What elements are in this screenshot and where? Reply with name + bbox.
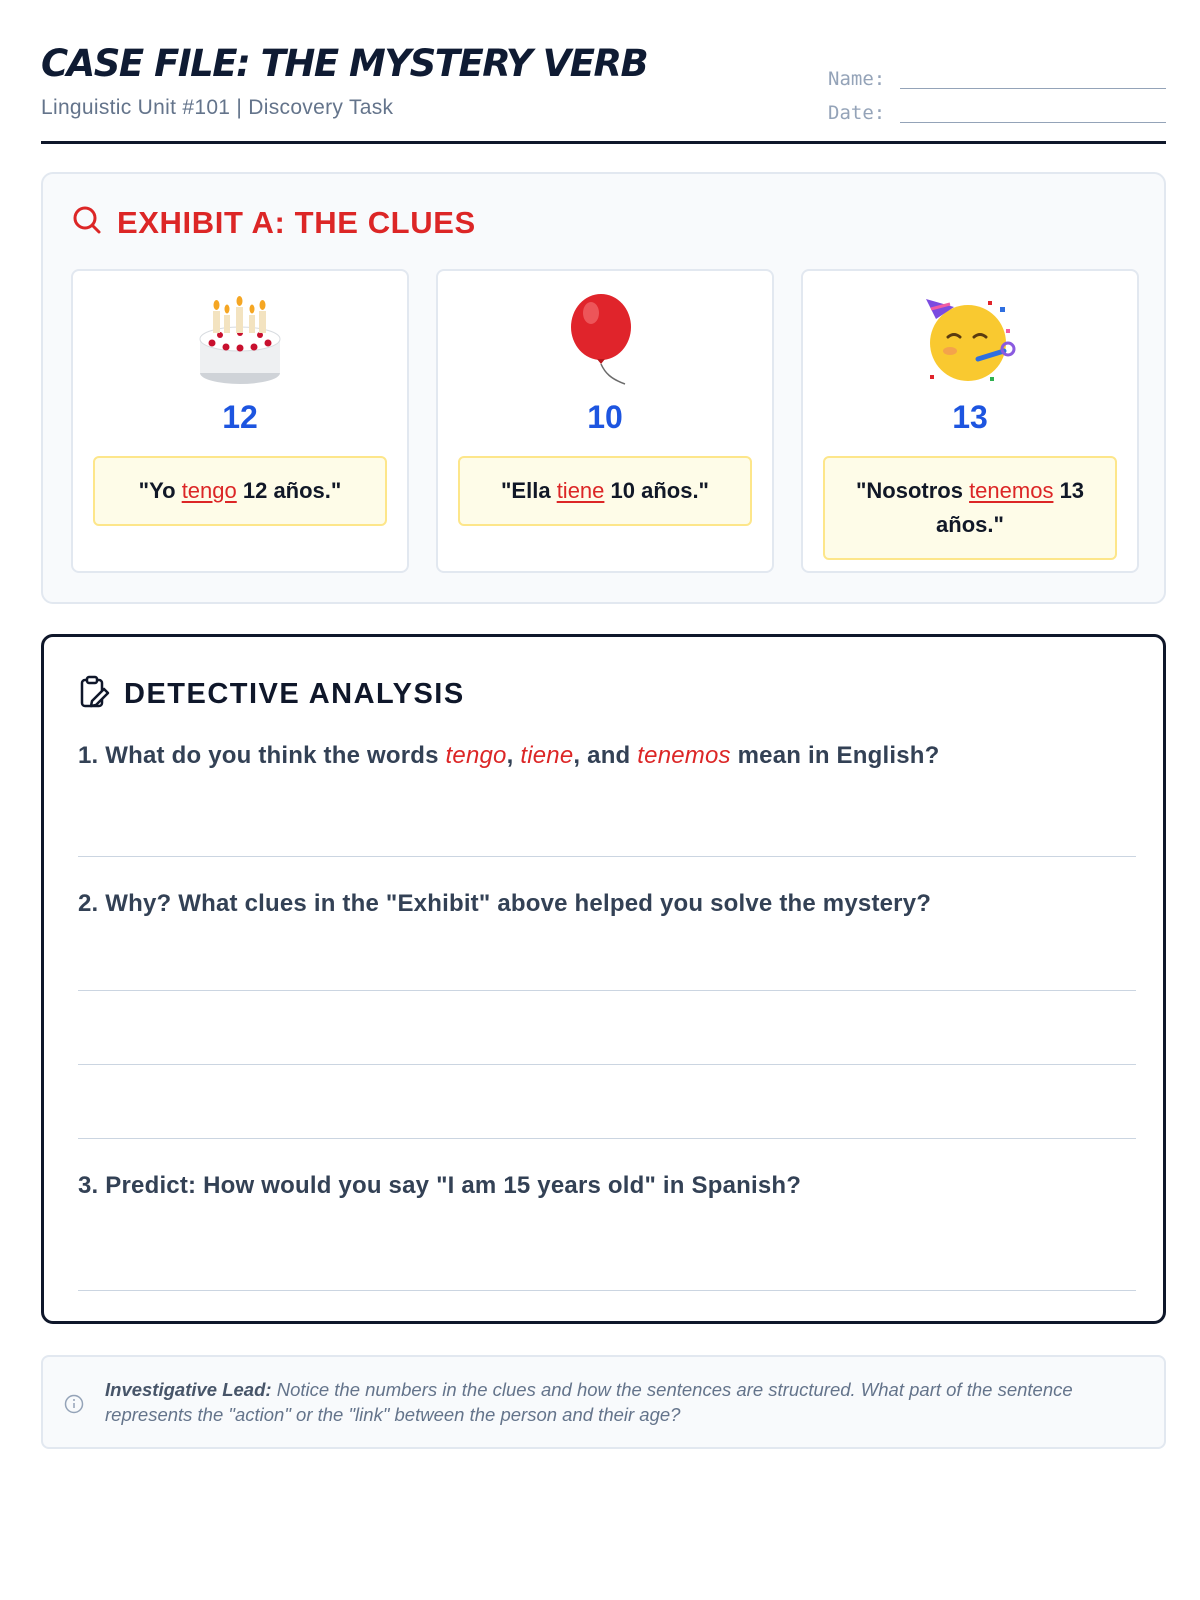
clue-age: 13 bbox=[952, 399, 988, 435]
q1-sep: , and bbox=[573, 742, 638, 769]
mystery-verb: tenemos bbox=[969, 478, 1054, 503]
clue-sentence bbox=[823, 456, 1117, 560]
answer-line[interactable] bbox=[78, 990, 1136, 991]
worksheet-header bbox=[41, 42, 1166, 144]
exhibit-title: EXHIBIT A: THE CLUES bbox=[117, 204, 476, 240]
analysis-panel bbox=[41, 634, 1166, 1324]
clue-sentence bbox=[458, 456, 752, 526]
quote-start: "Ella bbox=[501, 478, 557, 503]
clue-age: 12 bbox=[222, 399, 258, 435]
clue-sentence bbox=[93, 456, 387, 526]
partying-face-icon bbox=[803, 293, 1137, 387]
question-1 bbox=[78, 742, 940, 770]
answer-line[interactable] bbox=[78, 1290, 1136, 1291]
date-line[interactable] bbox=[900, 122, 1166, 123]
clipboard-edit-icon bbox=[78, 675, 110, 714]
info-icon bbox=[63, 1393, 85, 1415]
analysis-title: DETECTIVE ANALYSIS bbox=[124, 678, 465, 710]
q1-suffix: mean in English? bbox=[730, 742, 940, 769]
q1-prefix: 1. What do you think the words bbox=[78, 742, 446, 769]
exhibit-panel bbox=[41, 172, 1166, 604]
mystery-verb: tiene bbox=[556, 478, 605, 503]
clue-cards bbox=[71, 269, 1139, 573]
lead-body: Notice the numbers in the clues and how the sentences are structured. What part of the sentence represents the "action" or the "link" between the person and their age? bbox=[105, 1379, 1073, 1425]
name-field[interactable] bbox=[828, 62, 1166, 90]
investigative-lead bbox=[41, 1355, 1166, 1449]
clue-card bbox=[801, 269, 1139, 573]
magnifier-icon bbox=[71, 204, 103, 241]
red-balloon-icon bbox=[438, 293, 772, 387]
question-2: 2. Why? What clues in the "Exhibit" above helped you solve the mystery? bbox=[78, 890, 932, 917]
mystery-verb: tengo bbox=[181, 478, 237, 503]
quote-end: 12 años." bbox=[236, 478, 342, 503]
clue-card bbox=[436, 269, 774, 573]
lead-label: Investigative Lead: bbox=[105, 1379, 272, 1400]
birthday-cake-icon bbox=[73, 293, 407, 387]
clue-age: 10 bbox=[587, 399, 623, 435]
answer-line[interactable] bbox=[78, 1138, 1136, 1139]
name-line[interactable] bbox=[900, 88, 1166, 89]
analysis-heading bbox=[78, 675, 465, 714]
date-field[interactable] bbox=[828, 96, 1166, 124]
name-label: Name: bbox=[828, 68, 886, 90]
date-label: Date: bbox=[828, 102, 886, 124]
answer-line[interactable] bbox=[78, 856, 1136, 857]
lead-text bbox=[105, 1377, 1125, 1427]
exhibit-heading bbox=[71, 204, 476, 241]
quote-start: "Nosotros bbox=[855, 478, 970, 503]
quote-start: "Yo bbox=[138, 478, 182, 503]
answer-line[interactable] bbox=[78, 1064, 1136, 1065]
clue-card bbox=[71, 269, 409, 573]
q1-word-tenemos: tenemos bbox=[637, 742, 731, 769]
q1-sep: , bbox=[506, 742, 521, 769]
quote-end: 13 años." bbox=[936, 478, 1085, 537]
page-subtitle: Linguistic Unit #101 | Discovery Task bbox=[41, 96, 394, 119]
question-3: 3. Predict: How would you say "I am 15 years old" in Spanish? bbox=[78, 1172, 802, 1199]
page-title: CASE FILE: THE MYSTERY VERB bbox=[41, 42, 648, 85]
q1-word-tengo: tengo bbox=[445, 742, 507, 769]
q1-word-tiene: tiene bbox=[520, 742, 574, 769]
quote-end: 10 años." bbox=[604, 478, 709, 503]
